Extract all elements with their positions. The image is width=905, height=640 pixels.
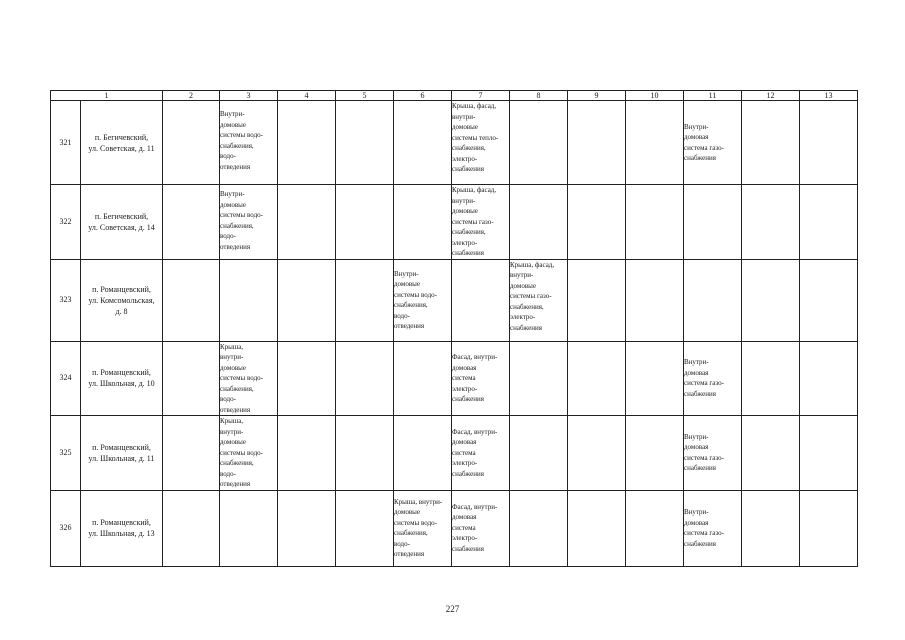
cell-col-2 <box>163 416 220 491</box>
cell-col-8 <box>510 416 568 491</box>
cell-col-5 <box>336 259 394 341</box>
cell-col-12 <box>742 101 800 185</box>
cell-col-13 <box>800 101 858 185</box>
page-number: 227 <box>445 604 460 614</box>
cell-col-3: Крыша, внутри- домовые системы водо- снабжения, водо- отведения <box>220 341 278 416</box>
header-col-12: 12 <box>742 91 800 101</box>
cell-col-7: Крыша, фасад, внутри- домовые системы тепло- снабжения, электро- снабжения <box>452 101 510 185</box>
cell-col-8: Крыша, фасад, внутри- домовые системы газо- снабжения, электро- снабжения <box>510 259 568 341</box>
cell-col-4 <box>278 341 336 416</box>
cell-col-9 <box>568 101 626 185</box>
row-address: п. Бегичевский, ул. Советская, д. 14 <box>81 185 163 260</box>
header-col-13: 13 <box>800 91 858 101</box>
cell-col-10 <box>626 259 684 341</box>
header-col-6: 6 <box>394 91 452 101</box>
cell-col-5 <box>336 185 394 260</box>
cell-col-11: Внутри- домовая система газо- снабжения <box>684 101 742 185</box>
row-number: 322 <box>51 185 81 260</box>
cell-col-8 <box>510 341 568 416</box>
cell-col-5 <box>336 341 394 416</box>
table-row <box>51 259 858 341</box>
header-col-11: 11 <box>684 91 742 101</box>
cell-col-3 <box>220 490 278 566</box>
row-address: п. Бегичевский, ул. Советская, д. 11 <box>81 101 163 185</box>
cell-col-2 <box>163 185 220 260</box>
row-number: 325 <box>51 416 81 491</box>
table-row <box>51 341 858 416</box>
cell-col-12 <box>742 490 800 566</box>
repair-schedule-table <box>50 90 858 567</box>
cell-col-2 <box>163 259 220 341</box>
cell-col-11: Внутри- домовая система газо- снабжения <box>684 490 742 566</box>
cell-col-7: Фасад, внутри- домовая система электро- снабжения <box>452 416 510 491</box>
cell-col-7: Крыша, фасад, внутри- домовые системы газо- снабжения, электро- снабжения <box>452 185 510 260</box>
cell-col-11 <box>684 185 742 260</box>
cell-col-4 <box>278 185 336 260</box>
cell-col-5 <box>336 101 394 185</box>
cell-col-8 <box>510 101 568 185</box>
cell-col-12 <box>742 341 800 416</box>
cell-col-8 <box>510 185 568 260</box>
cell-col-6: Внутри- домовые системы водо- снабжения, водо- отведения <box>394 259 452 341</box>
cell-col-9 <box>568 185 626 260</box>
row-number: 324 <box>51 341 81 416</box>
cell-col-3: Внутри- домовые системы водо- снабжения, водо- отведения <box>220 101 278 185</box>
cell-col-2 <box>163 490 220 566</box>
header-col-7: 7 <box>452 91 510 101</box>
cell-col-11: Внутри- домовая система газо- снабжения <box>684 341 742 416</box>
row-address: п. Романцевский, ул. Школьная, д. 10 <box>81 341 163 416</box>
table-row <box>51 416 858 491</box>
row-number: 321 <box>51 101 81 185</box>
header-col-10: 10 <box>626 91 684 101</box>
row-number: 323 <box>51 259 81 341</box>
cell-col-6 <box>394 101 452 185</box>
cell-col-3: Крыша, внутри- домовые системы водо- снабжения, водо- отведения <box>220 416 278 491</box>
cell-col-11: Внутри- домовая система газо- снабжения <box>684 416 742 491</box>
cell-col-10 <box>626 416 684 491</box>
cell-col-4 <box>278 101 336 185</box>
cell-col-8 <box>510 490 568 566</box>
header-col-3: 3 <box>220 91 278 101</box>
cell-col-12 <box>742 259 800 341</box>
header-col-4: 4 <box>278 91 336 101</box>
cell-col-4 <box>278 490 336 566</box>
header-row <box>51 91 858 101</box>
cell-col-12 <box>742 185 800 260</box>
header-col-2: 2 <box>163 91 220 101</box>
cell-col-6: Крыша, внутри- домовые системы водо- снабжения, водо- отведения <box>394 490 452 566</box>
row-address: п. Романцевский, ул. Комсомольская, д. 8 <box>81 259 163 341</box>
header-col-8: 8 <box>510 91 568 101</box>
cell-col-3 <box>220 259 278 341</box>
cell-col-7: Фасад, внутри- домовая система электро- снабжения <box>452 490 510 566</box>
cell-col-10 <box>626 101 684 185</box>
cell-col-10 <box>626 341 684 416</box>
header-col-1: 1 <box>51 91 163 101</box>
cell-col-2 <box>163 101 220 185</box>
table-row <box>51 185 858 260</box>
cell-col-13 <box>800 341 858 416</box>
table-row <box>51 490 858 566</box>
cell-col-7: Фасад, внутри- домовая система электро- снабжения <box>452 341 510 416</box>
cell-col-12 <box>742 416 800 491</box>
cell-col-9 <box>568 341 626 416</box>
cell-col-9 <box>568 490 626 566</box>
cell-col-6 <box>394 341 452 416</box>
cell-col-13 <box>800 490 858 566</box>
cell-col-10 <box>626 185 684 260</box>
cell-col-10 <box>626 490 684 566</box>
row-number: 326 <box>51 490 81 566</box>
cell-col-2 <box>163 341 220 416</box>
cell-col-7 <box>452 259 510 341</box>
row-address: п. Романцевский, ул. Школьная, д. 11 <box>81 416 163 491</box>
cell-col-13 <box>800 416 858 491</box>
cell-col-5 <box>336 490 394 566</box>
cell-col-4 <box>278 416 336 491</box>
header-col-9: 9 <box>568 91 626 101</box>
cell-col-4 <box>278 259 336 341</box>
cell-col-13 <box>800 185 858 260</box>
header-col-5: 5 <box>336 91 394 101</box>
cell-col-6 <box>394 185 452 260</box>
cell-col-9 <box>568 416 626 491</box>
cell-col-3: Внутри- домовые системы водо- снабжения, водо- отведения <box>220 185 278 260</box>
cell-col-13 <box>800 259 858 341</box>
cell-col-9 <box>568 259 626 341</box>
cell-col-5 <box>336 416 394 491</box>
cell-col-6 <box>394 416 452 491</box>
cell-col-11 <box>684 259 742 341</box>
table-row <box>51 101 858 185</box>
row-address: п. Романцевский, ул. Школьная, д. 13 <box>81 490 163 566</box>
